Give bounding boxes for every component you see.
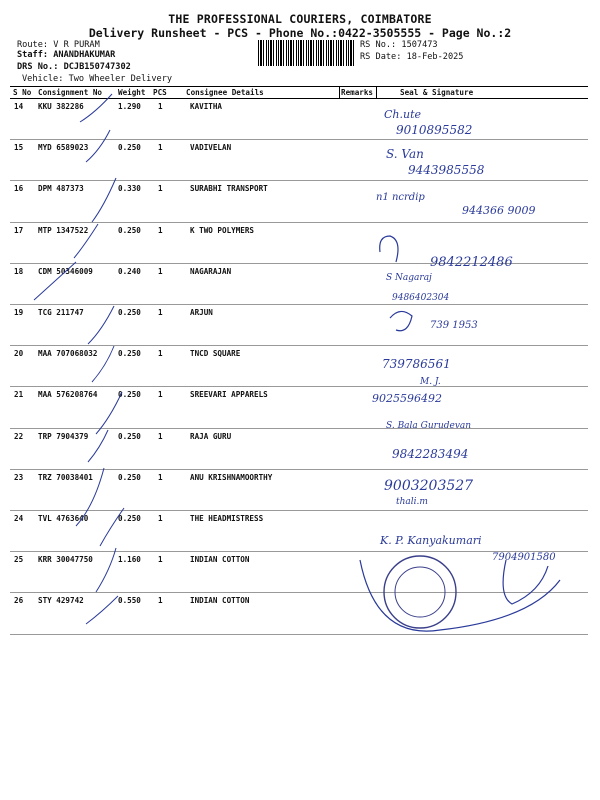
- cell-sno: 19: [14, 308, 24, 317]
- hw-phone-1: 9010895582: [396, 123, 473, 137]
- cell-cno: MAA 576208764: [38, 390, 98, 400]
- svg-text:739 1953: 739 1953: [430, 320, 478, 331]
- cell-consignee: KAVITHA: [190, 102, 223, 111]
- staff-label: Staff: ANANDHAKUMAR: [17, 50, 116, 60]
- cell-cno: DPM 487373: [38, 184, 84, 194]
- cell-cno: TRP 7904379: [38, 431, 89, 441]
- col-consignee: Consignee Details: [186, 88, 264, 97]
- svg-text:n1 ncrdip: n1 ncrdip: [376, 192, 425, 203]
- cell-sno: 20: [14, 349, 24, 359]
- cell-sno: 16: [14, 184, 24, 194]
- cell-pcs: 1: [158, 143, 163, 153]
- cell-pcs: 1: [158, 184, 163, 194]
- hw-phone-10: 7904901580: [492, 552, 556, 563]
- cell-consignee: NAGARAJAN: [190, 266, 232, 276]
- svg-text:thali.m: thali.m: [396, 497, 428, 507]
- runsheet-subtitle: Delivery Runsheet - PCS - Phone No.:0422-3505555 - Page No.:2: [88, 26, 512, 40]
- cell-sno: 21: [14, 390, 24, 400]
- hw-phone-9: 9003203527: [384, 478, 474, 494]
- cell-weight: 1.160: [118, 555, 141, 565]
- cell-cno: MAA 707068032: [38, 349, 98, 359]
- cell-cno: KKU 382286: [38, 102, 84, 111]
- cell-pcs: 1: [158, 555, 163, 565]
- cell-weight: 0.250: [118, 390, 141, 400]
- cell-consignee: K TWO POLYMERS: [190, 225, 255, 235]
- cell-sno: 18: [14, 266, 24, 276]
- cell-consignee: INDIAN COTTON: [190, 596, 250, 606]
- hw-name-3: S. Bala Gurudevan: [386, 421, 472, 431]
- cell-consignee: VADIVELAN: [190, 143, 232, 153]
- cell-consignee: SREEVARI APPARELS: [190, 390, 268, 400]
- cell-weight: 0.250: [118, 308, 141, 317]
- hw-phone-4: 9842212486: [430, 255, 513, 270]
- col-remarks: Remarks: [341, 88, 374, 97]
- cell-weight: 0.330: [118, 184, 141, 194]
- cell-weight: 0.250: [118, 472, 141, 482]
- cell-pcs: 1: [158, 472, 163, 482]
- hw-phone-6: 739786561: [382, 357, 451, 371]
- col-seal: Seal & Signature: [400, 88, 474, 97]
- cell-sno: 24: [14, 514, 24, 523]
- cell-cno: CDM 50346009: [38, 266, 93, 276]
- cell-sno: 22: [14, 431, 24, 441]
- rs-number: RS No.: 1507473: [360, 40, 438, 50]
- cell-pcs: 1: [158, 308, 163, 317]
- cell-weight: 0.240: [118, 266, 141, 276]
- cell-weight: 0.250: [118, 225, 141, 235]
- hw-phone-2: 9443985558: [408, 163, 485, 177]
- cell-cno: STY 429742: [38, 596, 84, 606]
- hw-name-2: S Nagaraj: [386, 273, 432, 283]
- cell-pcs: 1: [158, 596, 163, 606]
- cell-sno: 23: [14, 472, 24, 482]
- drs-number: DRS No.: DCJB150747302: [17, 62, 131, 72]
- cell-weight: 1.290: [118, 102, 141, 111]
- rs-date: RS Date: 18-Feb-2025: [360, 52, 464, 62]
- svg-text:M. J.: M. J.: [420, 377, 441, 387]
- cell-consignee: RAJA GURU: [190, 431, 232, 441]
- cell-pcs: 1: [158, 431, 163, 441]
- cell-weight: 0.250: [118, 514, 141, 523]
- hw-phone-7: 9025596492: [372, 392, 442, 405]
- cell-cno: MTP 1347522: [38, 225, 89, 235]
- cell-cno: TVL 4763640: [38, 514, 89, 523]
- company-title: THE PROFESSIONAL COURIERS, COIMBATORE: [168, 12, 432, 26]
- cell-weight: 0.250: [118, 431, 141, 441]
- col-weight: Weight: [118, 88, 146, 97]
- cell-consignee: ANU KRISHNAMOORTHY: [190, 472, 273, 482]
- cell-consignee: SURABHI TRANSPORT: [190, 184, 268, 194]
- stamp-inner: [395, 567, 445, 617]
- hw-phone-8: 9842283494: [392, 447, 469, 461]
- cell-weight: 0.550: [118, 596, 141, 606]
- cell-pcs: 1: [158, 349, 163, 359]
- cell-sno: 15: [14, 143, 24, 153]
- cell-weight: 0.250: [118, 143, 141, 153]
- cell-sno: 26: [14, 596, 24, 606]
- cell-cno: TRZ 70038401: [38, 472, 93, 482]
- cell-pcs: 1: [158, 390, 163, 400]
- svg-text:Ch.ute: Ch.ute: [384, 108, 422, 121]
- cell-cno: KRR 30047750: [38, 555, 93, 565]
- cell-weight: 0.250: [118, 349, 141, 359]
- hw-name-4: K. P. Kanyakumari: [380, 534, 482, 547]
- col-sno: S No: [13, 88, 32, 97]
- cell-cno: TCG 211747: [38, 308, 84, 317]
- cell-cno: MYD 6589023: [38, 143, 89, 153]
- cell-sno: 25: [14, 555, 24, 565]
- vehicle-label: Vehicle: Two Wheeler Delivery: [22, 74, 173, 84]
- cell-consignee: INDIAN COTTON: [190, 555, 250, 565]
- cell-consignee: TNCD SQUARE: [190, 349, 241, 359]
- cell-sno: 17: [14, 225, 24, 235]
- cell-pcs: 1: [158, 225, 163, 235]
- hw-name-1: S. Van: [386, 147, 424, 161]
- cell-consignee: ARJUN: [190, 308, 213, 317]
- hw-phone-3: 944366 9009: [462, 204, 536, 217]
- col-pcs: PCS: [153, 88, 167, 97]
- hw-phone-5: 9486402304: [392, 293, 450, 303]
- cell-sno: 14: [14, 102, 24, 111]
- col-consignment: Consignment No: [38, 88, 103, 97]
- cell-pcs: 1: [158, 266, 163, 276]
- route-label: Route: V R PURAM: [17, 40, 100, 50]
- cell-pcs: 1: [158, 514, 163, 523]
- cell-pcs: 1: [158, 102, 163, 111]
- cell-consignee: THE HEADMISTRESS: [190, 514, 264, 523]
